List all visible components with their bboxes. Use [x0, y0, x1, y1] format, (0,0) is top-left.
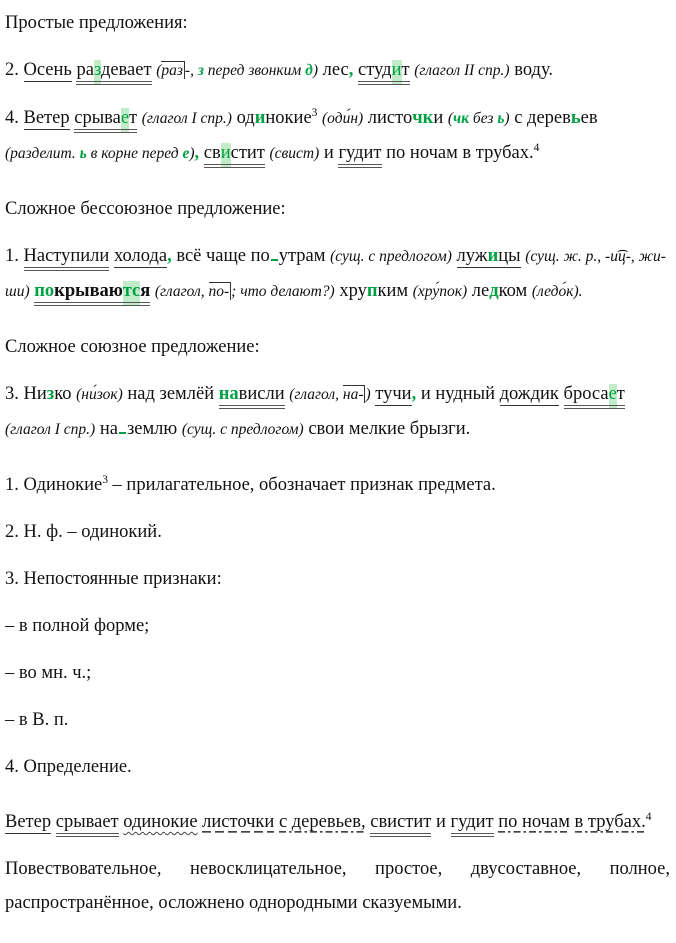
prefix-marked-text: раз	[161, 62, 183, 79]
text-span: 4.	[5, 108, 24, 128]
text-span: чк	[412, 108, 434, 128]
heading-complex-conjunction	[5, 330, 670, 364]
text-span: )	[312, 62, 319, 79]
text-span: всё чаще по	[171, 246, 270, 266]
text-span: – в полной форме;	[5, 616, 150, 636]
text-span: )	[365, 386, 371, 403]
text-span: (ледо́к).	[531, 283, 583, 300]
prefix-marked-text: по-	[208, 283, 230, 300]
text-span: д	[489, 281, 499, 301]
text-span: Ветер	[5, 812, 52, 832]
text-span: 4. Определение.	[5, 757, 132, 777]
text-span: ,	[348, 60, 354, 80]
text-span: по ночам	[498, 812, 570, 832]
text-span: чк	[453, 110, 470, 127]
text-span: срыва	[74, 108, 121, 133]
text-span: т	[617, 384, 625, 409]
text-span: в корне перед	[86, 145, 183, 162]
text-span: ,	[194, 143, 200, 163]
text-span: ко	[54, 384, 72, 404]
superscript-ref: 3	[311, 106, 318, 119]
sentence-2	[5, 53, 670, 88]
text-span: )	[189, 145, 195, 162]
text-span: (глагол,	[289, 386, 343, 403]
text-span: – во мн. ч.;	[5, 663, 92, 683]
morph-analysis-line-5	[5, 656, 670, 690]
text-span: и	[254, 108, 266, 128]
syntax-analysis-description	[5, 852, 670, 920]
text-span: дождик	[499, 384, 559, 404]
text-span: Повествовательное, невосклицательное, простое, двусоставное, полное, распространённое, осложнено однородными сказуемыми.	[5, 859, 670, 913]
sentence-3	[5, 377, 670, 447]
text-span: свои мелкие брызги.	[303, 419, 471, 439]
text-span: (глагол II спр.)	[414, 62, 510, 79]
text-span: (глагол I спр.)	[141, 110, 232, 127]
text-span: и	[433, 108, 444, 128]
text-span: хру	[334, 281, 367, 301]
text-span: 3. Непостоянные признаки:	[5, 569, 222, 589]
text-span: по	[34, 281, 54, 306]
morph-analysis-line-3	[5, 562, 670, 596]
text-span: т	[402, 60, 410, 85]
text-span: (сущ. ж. р., -и͡ц-, жи-ши)	[5, 248, 666, 300]
morph-analysis-line-4	[5, 609, 670, 643]
text-span: 2. Н. ф. – одинокий.	[5, 522, 162, 542]
text-span: (глагол I спр.)	[5, 421, 96, 438]
superscript-ref: 3	[102, 473, 108, 486]
text-span: св	[204, 143, 221, 168]
text-span: ; что делают?)	[231, 283, 335, 300]
text-span: крываю	[54, 281, 123, 306]
text-span: ле	[467, 281, 490, 301]
superscript-ref: 4	[645, 810, 652, 823]
text-span: ким	[377, 281, 409, 301]
text-span: (хру́пок)	[412, 283, 468, 300]
text-span: над землёй	[122, 384, 219, 404]
text-span: д	[305, 62, 313, 79]
text-span: – прилагательное, обозначает признак предмета.	[107, 475, 496, 495]
sentence-1	[5, 239, 670, 309]
text-span	[570, 812, 575, 832]
text-span: листо	[363, 108, 413, 128]
text-span: с дерев	[509, 108, 571, 128]
text-span: и	[487, 246, 499, 266]
text-span: -,	[184, 62, 198, 79]
text-span: свистит	[370, 812, 431, 837]
morph-analysis-line-1	[5, 468, 670, 502]
text-span: од	[231, 108, 255, 128]
text-span: Ни	[23, 384, 47, 404]
text-span: з	[46, 384, 55, 404]
text-span: лес	[318, 60, 349, 80]
text-span: ,	[411, 384, 417, 404]
sentence-4	[5, 101, 670, 171]
text-span: ь	[497, 110, 505, 127]
text-span: по ночам в трубах.	[381, 143, 534, 163]
text-span: перед звонким	[203, 62, 306, 79]
text-span: (ни́зок)	[76, 386, 123, 403]
text-span: в трубах.	[574, 812, 646, 832]
text-span: девает	[101, 60, 152, 85]
text-span: на	[219, 384, 239, 409]
morph-analysis-line-7	[5, 750, 670, 784]
text-span: (разделит.	[5, 145, 80, 162]
text-span: гудит	[338, 143, 381, 168]
text-span: )	[504, 110, 510, 127]
text-span: и	[431, 812, 451, 832]
text-span: ,	[167, 246, 172, 266]
superscript-ref: 4	[533, 141, 540, 154]
text-span: одинокие	[123, 812, 198, 832]
text-span: ра	[76, 60, 93, 85]
text-span: ь	[570, 108, 581, 128]
text-span: луж	[456, 246, 488, 266]
text-span: гудит	[451, 812, 494, 837]
text-span: з	[197, 62, 204, 79]
text-span: и	[319, 143, 339, 163]
word-gap-mark	[271, 256, 278, 261]
text-span: (глагол,	[154, 283, 209, 300]
text-span: 1.	[5, 246, 24, 266]
text-span: Наступили	[24, 246, 110, 271]
text-span: стит	[231, 143, 265, 168]
text-span: е	[182, 145, 190, 162]
text-span: и	[392, 60, 402, 85]
text-span: 3.	[5, 384, 24, 404]
text-span: цы	[498, 246, 521, 266]
text-span: 2.	[5, 60, 24, 80]
text-span: броса	[564, 384, 609, 409]
heading-simple-sentences	[5, 6, 670, 40]
text-span: срывает	[56, 812, 119, 837]
text-span: п	[366, 281, 378, 301]
syntax-analysis-sentence	[5, 805, 670, 839]
text-span: нокие	[265, 108, 312, 128]
text-span: тучи	[375, 384, 412, 404]
text-span: Сложное бессоюзное предложение:	[5, 199, 286, 219]
text-span: т	[129, 108, 137, 133]
text-span	[452, 246, 457, 266]
text-span: (сущ. с предлогом)	[181, 421, 304, 438]
heading-complex-asyndetic	[5, 192, 670, 226]
text-span: (	[156, 62, 162, 79]
morph-analysis-line-2	[5, 515, 670, 549]
text-span: ев	[580, 108, 598, 128]
text-span: без	[469, 110, 498, 127]
text-span: я	[140, 281, 150, 306]
text-span: (свист)	[269, 145, 320, 162]
text-span: 1. Одинокие	[5, 475, 103, 495]
text-span: холода	[113, 246, 168, 266]
text-span: з	[94, 60, 101, 85]
text-span: студ	[358, 60, 392, 85]
text-span: Ветер	[23, 108, 70, 128]
text-span: (	[447, 110, 454, 127]
text-span: тс	[123, 281, 141, 306]
morph-analysis-line-6	[5, 703, 670, 737]
text-span: е	[609, 384, 617, 409]
text-span: ком	[498, 281, 528, 301]
text-span: листочки	[202, 812, 275, 832]
text-span: – в В. п.	[5, 710, 69, 730]
text-span: Простые предложения:	[5, 13, 188, 33]
text-span: утрам	[278, 246, 326, 266]
text-span: землю	[126, 419, 178, 439]
text-span: (сущ. с предлогом)	[330, 248, 452, 265]
text-span: на	[95, 419, 118, 439]
word-gap-mark	[119, 429, 126, 434]
text-span: и нудный	[416, 384, 500, 404]
text-span: е	[121, 108, 129, 133]
text-span: ь	[79, 145, 87, 162]
text-span: (оди́н)	[322, 110, 364, 127]
text-span: с деревьев,	[278, 812, 366, 832]
text-span: висли	[239, 384, 285, 409]
text-span: Осень	[23, 60, 72, 80]
prefix-marked-text: на-	[342, 386, 364, 403]
text-span: Сложное союзное предложение:	[5, 337, 260, 357]
text-span: воду.	[509, 60, 553, 80]
text-span: и	[221, 143, 231, 168]
text-span	[559, 384, 564, 404]
